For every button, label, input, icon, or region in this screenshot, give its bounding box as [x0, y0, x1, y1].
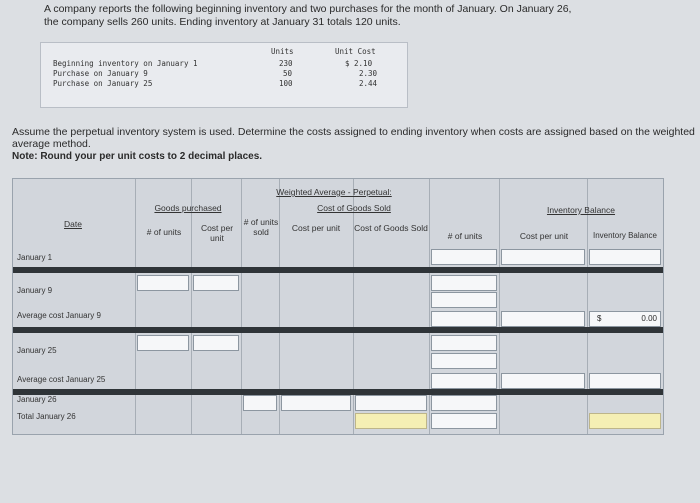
inventory-row-units: 230 — [279, 59, 293, 68]
column-divider — [241, 179, 242, 434]
row-label-january-25: January 25 — [17, 346, 57, 355]
date-header: Date — [64, 219, 82, 229]
cogs-group-header: Cost of Goods Sold — [317, 203, 391, 213]
row-label-january-9: January 9 — [17, 286, 53, 295]
column-divider — [191, 179, 192, 434]
row-label-total-january-26: Total January 26 — [17, 412, 76, 421]
column-divider — [587, 179, 588, 434]
total-inventory-balance-input[interactable] — [589, 413, 661, 429]
currency-symbol: $ — [597, 314, 602, 323]
avg-jan25-balance-input[interactable] — [589, 373, 661, 389]
column-divider — [429, 179, 430, 434]
total-balance-units-input[interactable] — [431, 413, 497, 429]
balance-cost-per-unit-header: Cost per unit — [519, 231, 569, 241]
row-separator — [13, 267, 663, 273]
units-sold-header: # of units sold — [243, 217, 279, 237]
inventory-data-box — [40, 42, 408, 108]
inventory-row-label: Purchase on January 25 — [53, 79, 153, 88]
jan26-balance-units-input[interactable] — [431, 395, 497, 411]
problem-line-2: the company sells 260 units. Ending inventory at January 31 totals 120 units. — [44, 16, 401, 28]
row-label-january-26: January 26 — [17, 395, 57, 404]
jan9-purchased-cost-input[interactable] — [193, 275, 239, 291]
jan26-units-sold-input[interactable] — [243, 395, 277, 411]
column-divider — [279, 179, 280, 434]
purchased-cost-per-unit-header: Cost per unit — [200, 223, 234, 243]
rounding-note: Note: Round your per unit costs to 2 decimal places. — [12, 151, 263, 162]
row-label-average-january-9: Average cost January 9 — [17, 311, 101, 320]
column-divider — [353, 179, 354, 434]
jan9-purchased-units-input[interactable] — [137, 275, 189, 291]
inventory-row-label: Beginning inventory on January 1 — [53, 59, 198, 68]
jan1-balance-cost-input[interactable] — [501, 249, 585, 265]
problem-line-1: A company reports the following beginning inventory and two purchases for the month of January. On January 26, — [44, 3, 572, 15]
jan1-balance-units-input[interactable] — [431, 249, 497, 265]
units-header: Units — [271, 47, 294, 56]
avg-jan9-cost-input[interactable] — [501, 311, 585, 327]
weighted-average-table — [12, 178, 664, 435]
method-title: Weighted Average - Perpetual: — [276, 187, 392, 197]
row-label-average-january-25: Average cost January 25 — [17, 375, 106, 384]
inventory-balance-header: Inventory Balance — [546, 205, 616, 215]
avg-jan9-units-input[interactable] — [431, 311, 497, 327]
inventory-row-cost: 2.30 — [359, 69, 378, 78]
avg-jan9-balance-value: 0.00 — [641, 314, 657, 323]
jan25-balance-units-input-2[interactable] — [431, 353, 497, 369]
inventory-row-label: Purchase on January 9 — [53, 69, 148, 78]
jan9-balance-units-input[interactable] — [431, 275, 497, 291]
purchased-units-header: # of units — [146, 227, 182, 237]
inventory-row-units: 50 — [283, 69, 293, 78]
avg-jan25-cost-input[interactable] — [501, 373, 585, 389]
balance-header: Inventory Balance — [592, 231, 658, 240]
inventory-row-cost: 2.44 — [359, 79, 378, 88]
cogs-header: Cost of Goods Sold — [354, 223, 428, 233]
instructions-text: Assume the perpetual inventory system is used. Determine the costs assigned to ending inventory when costs are assigned based on the weighted average method. — [12, 126, 695, 150]
row-label-january-1: January 1 — [17, 253, 53, 262]
balance-units-header: # of units — [447, 231, 483, 241]
jan25-purchased-cost-input[interactable] — [193, 335, 239, 351]
inventory-row-cost: $ 2.10 — [345, 59, 373, 68]
jan26-cogs-cost-input[interactable] — [281, 395, 351, 411]
inventory-row-units: 100 — [279, 79, 293, 88]
total-cogs-input[interactable] — [355, 413, 427, 429]
avg-jan25-units-input[interactable] — [431, 373, 497, 389]
jan9-balance-units-input-2[interactable] — [431, 292, 497, 308]
jan25-balance-units-input[interactable] — [431, 335, 497, 351]
unit-cost-header: Unit Cost — [335, 47, 376, 56]
row-separator — [13, 327, 663, 333]
jan25-purchased-units-input[interactable] — [137, 335, 189, 351]
column-divider — [135, 179, 136, 434]
problem-statement — [44, 3, 684, 29]
goods-purchased-header: Goods purchased — [154, 203, 222, 213]
jan26-cogs-input[interactable] — [355, 395, 427, 411]
cogs-cost-per-unit-header: Cost per unit — [291, 223, 341, 233]
column-divider — [499, 179, 500, 434]
jan1-balance-input[interactable] — [589, 249, 661, 265]
